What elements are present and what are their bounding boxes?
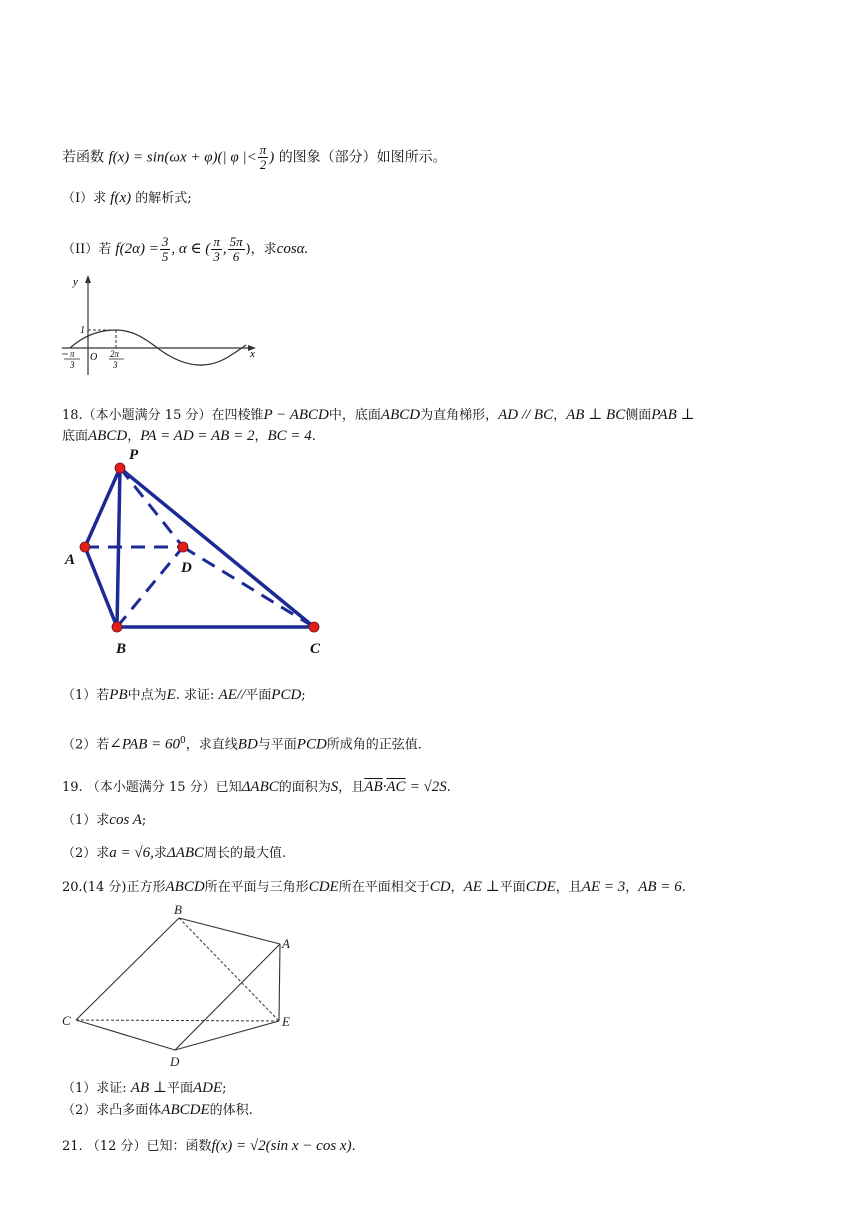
q17-part2: （II）若 f(2α) = $\frac{3}{5}$ , α ∈ ( $\frac{\pi}{3}$ , $\frac{5\pi}{6}$ )，求cosα.: [62, 234, 309, 264]
tick-2pi-3-den: 3: [113, 360, 118, 370]
label-P: P: [129, 447, 139, 463]
q19-stem: 19. （本小题满分 15 分）已知ΔABC的面积为S，且$\overline{AB}\cdot\overline{AC} = √2S$.: [62, 779, 451, 795]
edge-BE-dashed: [179, 918, 279, 1021]
q18-part1: （1）若PB中点为E. 求证: AE//平面PCD;: [62, 687, 306, 703]
y-axis-arrow: [85, 275, 91, 283]
edge-BA: [179, 918, 280, 944]
label-C: C: [62, 1013, 71, 1028]
edge-BD-dashed: [117, 547, 183, 627]
y-axis-label: y: [73, 276, 78, 288]
edge-CB: [76, 918, 179, 1020]
tick-2pi-3-num: 2π: [110, 349, 120, 359]
sine-graph-figure: [60, 273, 270, 378]
q20-part2: （2）求凸多面体ABCDE的体积.: [62, 1102, 253, 1118]
polyhedron-figure: [58, 902, 308, 1072]
q20-part1: （1）求证: AB ⊥平面ADE;: [62, 1080, 227, 1096]
fraction-pi-3: $\frac{\pi}{3}$: [213, 234, 220, 264]
q21-stem: 21. （12 分）已知：函数f(x) = √2(sin x − cos x).: [62, 1138, 356, 1154]
edge-CE-dashed: [76, 1020, 279, 1021]
q17-stem: 若函数 f(x) = sin(ωx + φ)(| φ |< $\frac{\pi}{2}$ ) 的图象（部分）如图所示。: [62, 142, 447, 172]
pyramid-figure: [55, 448, 335, 658]
vertex-P: [115, 463, 125, 473]
origin-label: O: [90, 352, 98, 363]
q19-part2: （2）求a = √6,求ΔABC周长的最大值.: [62, 845, 287, 861]
fraction-3-5: $\frac{3}{5}$: [161, 234, 169, 264]
label-C: C: [310, 641, 321, 657]
edge-AE: [279, 944, 280, 1021]
q18-part2: （2）若∠PAB = $60^0$，求直线BD与平面PCD所成角的正弦值.: [62, 736, 422, 753]
edge-AD: [175, 944, 280, 1050]
label-D: D: [181, 560, 192, 576]
label-B: B: [116, 641, 127, 657]
vector-AB: $\overline{AB}$: [364, 779, 383, 795]
edge-DC-dashed: [183, 547, 314, 627]
edge-DE: [175, 1021, 279, 1050]
edge-AB: [85, 547, 117, 627]
x-axis-label: x: [250, 348, 255, 360]
fraction-pi-over-2: $\frac{\pi}{2}$: [259, 142, 267, 172]
vertex-C: [309, 622, 319, 632]
q17-part1: （I）求 f(x) 的解析式;: [62, 190, 192, 206]
fraction-5pi-6: $\frac{5\pi}{6}$: [229, 234, 243, 264]
tick-one-label: 1: [80, 325, 85, 336]
vertex-D: [178, 542, 188, 552]
label-A: A: [282, 936, 290, 951]
label-E: E: [282, 1014, 290, 1029]
vector-AC: $\overline{AC}$: [386, 779, 406, 795]
tick-neg-pi-3-num: π: [70, 349, 75, 359]
edge-PC: [120, 468, 314, 627]
edge-PA: [85, 468, 120, 547]
q18-stem-line2: 底面ABCD，PA = AD = AB = 2，BC = 4.: [62, 428, 316, 444]
edge-PD-dashed: [120, 468, 183, 547]
label-A: A: [65, 552, 76, 568]
q19-part1: （1）求cos A;: [62, 812, 147, 828]
label-D: D: [170, 1054, 180, 1069]
q20-stem: 20.(14 分)正方形ABCD所在平面与三角形CDE所在平面相交于CD，AE ⊥平面CDE，且AE = 3，AB = 6.: [62, 879, 686, 895]
label-B: B: [174, 902, 182, 917]
vertex-B: [112, 622, 122, 632]
q18-stem-line1: 18.（本小题满分 15 分）在四棱锥P − ABCD中，底面ABCD为直角梯形，AD // BC，AB ⊥ BC侧面PAB ⊥: [62, 407, 695, 423]
vertex-A: [80, 542, 90, 552]
tick-neg-pi-3-den: 3: [70, 360, 75, 370]
edge-CD: [76, 1020, 175, 1050]
